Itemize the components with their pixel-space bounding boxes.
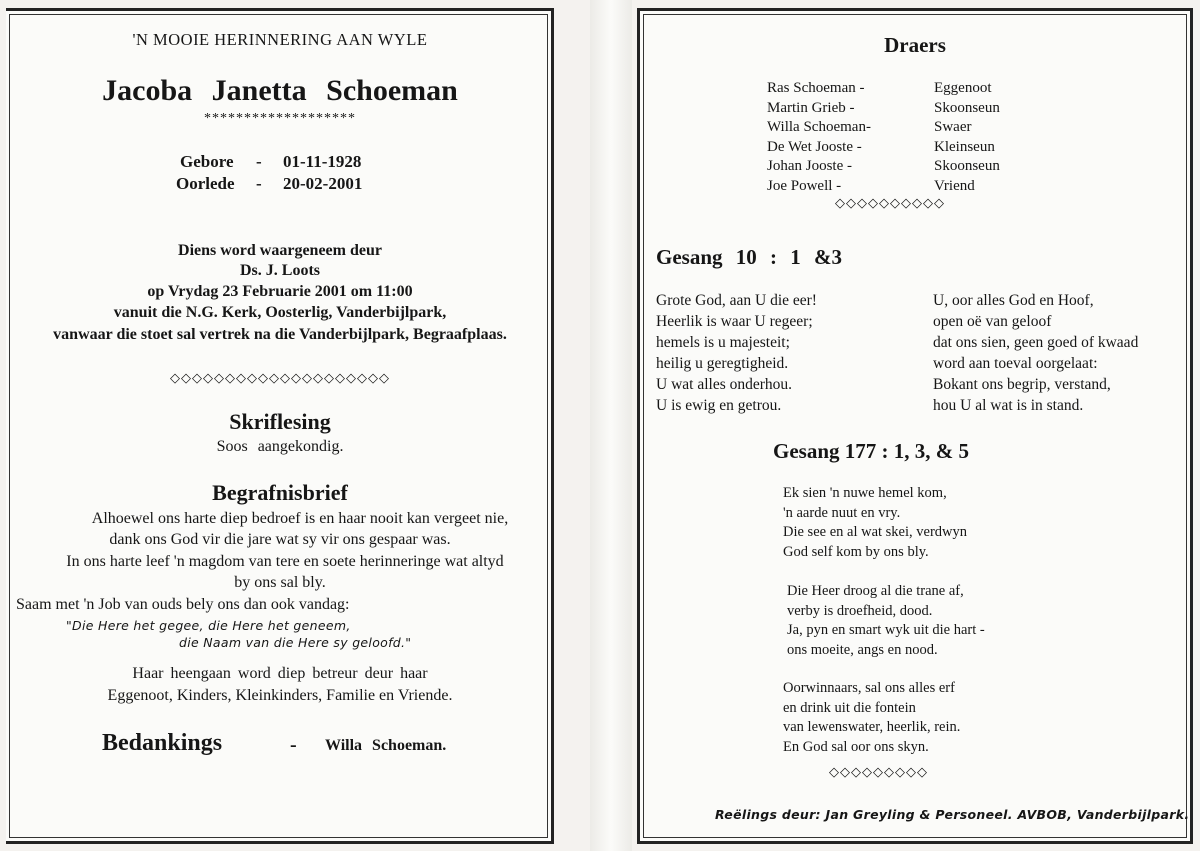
- bearer-relation: Swaer: [934, 119, 972, 135]
- service-line: op Vrydag 23 Februarie 2001 om 11:00: [147, 283, 413, 300]
- hymn-line: open oë van geloof: [933, 313, 1052, 330]
- hymn-line: dat ons sien, geen goed of kwaad: [933, 334, 1139, 351]
- service-line: Diens word waargeneem deur: [178, 242, 382, 259]
- hymn-177-title: Gesang 177 : 1, 3, & 5: [773, 439, 969, 463]
- page-fold: [590, 0, 632, 851]
- scripture-reading-title: Skriflesing: [229, 409, 331, 434]
- bearers-relations: [934, 79, 1000, 196]
- verse-line: En God sal oor ons skyn.: [783, 738, 929, 755]
- born-label: Gebore: [180, 152, 234, 171]
- diamond-divider: ◇◇◇◇◇◇◇◇◇◇◇◇◇◇◇◇◇◇◇◇: [170, 370, 390, 385]
- verse-line: Ek sien 'n nuwe hemel kom,: [783, 485, 947, 501]
- verse-line: van lewenswater, heerlik, rein.: [783, 719, 961, 735]
- died-date: 20-02-2001: [283, 174, 363, 193]
- hymn-10-title: Gesang 10 : 1 &3: [656, 245, 842, 269]
- letter-line: dank ons God vir die jare wat sy vir ons gespaar was.: [109, 531, 451, 548]
- letter-line: In ons harte leef 'n magdom van tere en soete herinneringe wat altyd: [66, 553, 504, 570]
- verse-line: Ja, pyn en smart wyk uit die hart -: [787, 622, 985, 638]
- bearers-title: Draers: [884, 33, 946, 57]
- hymn-line: U is ewig en getrou.: [656, 397, 782, 414]
- bearers-names: [767, 79, 871, 196]
- hymn-10-verse-3: [933, 290, 1138, 416]
- thanks-title: Bedankings: [102, 730, 223, 756]
- letter-line: by ons sal bly.: [234, 574, 326, 591]
- hymn-line: hou U al wat is in stand.: [933, 397, 1084, 414]
- verse-line: 'n aarde nuut en vry.: [783, 504, 901, 521]
- verse-line: Oorwinnaars, sal ons alles erf: [783, 680, 955, 696]
- hymn-177-verse-1: [783, 484, 967, 562]
- verse-line: en drink uit die fontein: [783, 699, 916, 716]
- quote-line: die Naam van die Here sy geloofd.": [179, 635, 412, 650]
- hymn-line: U wat alles onderhou.: [656, 376, 793, 393]
- verse-line: Die see en al wat skei, verdwyn: [783, 524, 968, 540]
- deceased-name: Jacoba Janetta Schoeman: [102, 74, 458, 107]
- bearer-name: Joe Powell -: [767, 177, 842, 194]
- bearer-relation: Kleinseun: [934, 138, 995, 155]
- thanks-name: Willa Schoeman.: [325, 737, 447, 754]
- memorial-heading: 'N MOOIE HERINNERING AAN WYLE: [132, 30, 428, 49]
- diamond-divider: ◇◇◇◇◇◇◇◇◇◇: [835, 195, 945, 210]
- service-line: vanwaar die stoet sal vertrek na die Vanderbijlpark, Begraafplaas.: [53, 326, 507, 343]
- verse-line: God self kom by ons bly.: [783, 543, 929, 560]
- hymn-line: Grote God, aan U die eer!: [656, 292, 817, 309]
- funeral-arrangements-footer: Reëlings deur: Jan Greyling & Personeel. AVBOB, Vanderbijlpark.: [715, 807, 1190, 822]
- hymn-line: heilig u geregtigheid.: [656, 355, 789, 372]
- left-page: [6, 8, 554, 844]
- bearer-name: Willa Schoeman-: [767, 119, 871, 135]
- hymn-line: hemels is u majesteit;: [656, 334, 790, 351]
- hymn-10-verse-1: [656, 290, 817, 416]
- born-dash: -: [256, 152, 262, 171]
- hymn-line: U, oor alles God en Hoof,: [933, 292, 1094, 309]
- bearer-name: Johan Jooste -: [767, 158, 852, 174]
- hymn-line: Heerlik is waar U regeer;: [656, 313, 813, 330]
- quote-line: "Die Here het gegee, die Here het geneem,: [66, 618, 351, 633]
- died-dash: -: [256, 174, 262, 193]
- service-line: Ds. J. Loots: [239, 262, 320, 279]
- bearer-name: Ras Schoeman -: [767, 80, 865, 96]
- hymn-line: word aan toeval oorgelaat:: [933, 355, 1098, 372]
- bearer-relation: Skoonseun: [934, 158, 1000, 174]
- bearer-name: De Wet Jooste -: [767, 138, 862, 155]
- scripture-reading-text: Soos aangekondig.: [216, 438, 344, 455]
- verse-line: ons moeite, angs en nood.: [787, 641, 938, 658]
- letter-line: Alhoewel ons harte diep bedroef is en haar nooit kan vergeet nie,: [91, 510, 509, 527]
- bearer-relation: Vriend: [934, 177, 975, 194]
- bearer-relation: Skoonseun: [934, 99, 1000, 116]
- letter-line: Saam met 'n Job van ouds bely ons dan ook vandag:: [16, 596, 350, 613]
- hymn-177-verse-3: [787, 582, 985, 660]
- died-label: Oorlede: [176, 174, 235, 193]
- thanks-dash: -: [290, 734, 297, 756]
- diamond-divider: ◇◇◇◇◇◇◇◇◇: [829, 764, 928, 779]
- bearer-relation: Eggenoot: [934, 80, 992, 96]
- verse-line: verby is droefheid, dood.: [787, 602, 933, 619]
- mourners-line: Eggenoot, Kinders, Kleinkinders, Familie en Vriende.: [107, 687, 453, 704]
- born-date: 01-11-1928: [283, 152, 362, 171]
- verse-line: Die Heer droog al die trane af,: [787, 583, 964, 599]
- hymn-line: Bokant ons begrip, verstand,: [933, 376, 1111, 393]
- service-line: vanuit die N.G. Kerk, Oosterlig, Vanderbijlpark,: [113, 304, 447, 321]
- hymn-177-verse-5: [783, 679, 960, 757]
- mourners-line: Haar heengaan word diep betreur deur haar: [132, 665, 428, 682]
- funeral-letter-title: Begrafnisbrief: [212, 480, 348, 505]
- bearer-name: Martin Grieb -: [767, 99, 855, 116]
- name-underline-stars: *******************: [204, 111, 356, 126]
- right-page: [637, 8, 1193, 844]
